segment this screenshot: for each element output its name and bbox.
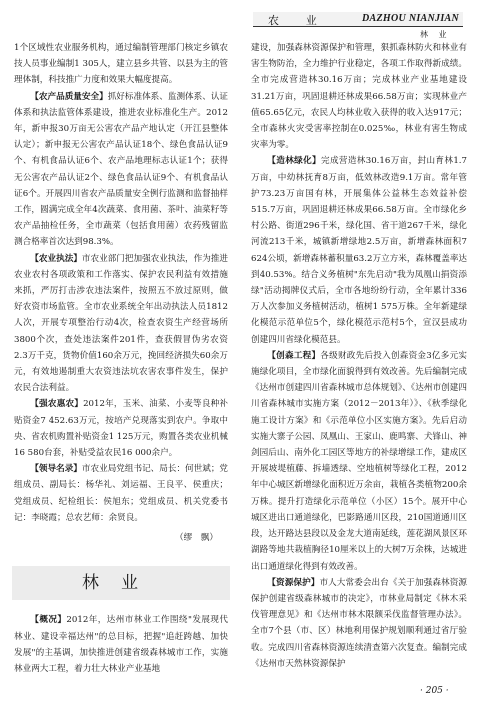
paragraph-innovation — [251, 348, 467, 575]
paragraph-intro: 1个区域性农业服务机构，通过编制管理部门核定乡镇农技人员事业编制1 305人，建立县乡共管、以县为主的管理体制，科技推广力度和效果大幅度提高。 — [14, 43, 228, 86]
header-yearbook-title: DAZHOU NIANJIAN — [362, 13, 460, 24]
right-column — [251, 40, 467, 672]
paragraph-leaders — [14, 461, 228, 526]
paragraph-forestry-cont: 建设，加强森林资源保护和管理，狠抓森林防火和林业有害生物防治，全力维护行业稳定，各项工作取得新成绩。全市完成营造林30.16万亩；完成林业产业基地建设31.21万亩，巩固退耕还林成果66.58万亩；实现林业产值65.65亿元，农民人均林业收入获得的收入达917元；全市森林火灾受害率控制在0.025‰，林业有害生物成灾率为零。 — [251, 43, 467, 151]
paragraph-subsidy-text: 2012年，玉米、油菜、小麦等良种补贴资金7 452.63万元，按培产兑现落实到农户。争取中央、省农机购置补贴资金1 125万元，购置各类农业机械16 580台套，补贴受益农民16 000余户。 — [14, 399, 228, 459]
paragraph-law-text: 市农业部门把加强农业执法，作为推进农业农村各项政策和工作落实、保护农民利益有效措施来抓，严厉打击涉农违法案件，按照五不放过原则，做好农资市场监管。全市农业系统全年出动执法人员1812人次，开展专项整治行动4次，检查农资生产经营场所3800个次，查处违法案件201件，查获假冒伪劣农资2.3万千克，货物价值160余万元，挽回经济损失60余万元，有效地遏制重大农资违法坑农害农事件发生，保护农民合法利益。 — [14, 253, 229, 394]
paragraph-overview — [14, 612, 228, 677]
section-tag-law: 【农业执法】 — [30, 253, 82, 264]
page-header — [0, 0, 477, 40]
section-tag-innovation: 【创森工程】 — [267, 350, 321, 361]
paragraph-protect — [251, 575, 467, 672]
paragraph-afforest — [251, 153, 467, 347]
paragraph-quality — [14, 89, 228, 251]
paragraph-subsidy — [14, 396, 228, 461]
section-tag-subsidy: 【强农惠农】 — [30, 399, 84, 410]
page-number: · 205 · — [420, 686, 449, 696]
author-signature: （缪 飘） — [175, 533, 218, 544]
header-subsection: 林 业 — [420, 30, 451, 39]
section-tag-leaders: 【领导名录】 — [30, 464, 82, 475]
paragraph-innovation-text: 各级财政先后投入创森资金3亿多元实施绿化项目，全市绿化面貌得到有效改善。先后编制完成《达州市创建四川省森林城市总体规划》、《达州市创建四川省森林城市实施方案（2012－2013年）》、《秋季绿化施工设计方案》和《示范单位小区实施方案》。先后启动实施大寨子公园、凤凰山、王家山、鹿鸣寨、犬锋山、神剑园后山、南外化工园区等地方的补绿增绿工作，建成区开展坡堤植藤、拆墙透绿、空地植树等绿化工程，2012年中心城区新增绿化面积近万余亩，栽植各类植物200余万株。提升打造绿化示范单位（小区）15个。展开中心城区进出口通道绿化，巴影路通川区段，210国道通川区段，达开路达县段以及金龙大道南延线，莲花湖风景区环湖路等地共栽植胸径10厘米以上的大树7万余株，达城进出口通道绿化得到有效改善。 — [251, 350, 467, 572]
section-tag-protect: 【资源保护】 — [267, 577, 320, 588]
section-tag-quality: 【农产品质量安全】 — [30, 91, 108, 102]
section-banner-title: 林业 — [82, 573, 160, 594]
paragraph-afforest-text: 完成营造林30.16万亩，封山育林1.7万亩，中幼林抚育8万亩，低效林改造9.1万亩。常年管护73.23万亩国有林，开展集体公益林生态效益补偿515.7万亩，巩固退耕还林成果66.58万亩。全市绿化乡村公路、街道296千米，绿化国、省干道267千米，绿化河流213千米，城镇新增绿地2.5万亩，新增森林面积7 624公顷，新增森林蓄积量63.2万立方米，森林覆盖率达到40.53%。结合义务植树"东先启动"我为凤凰山捐资添绿"活动揭牌仪式后，全市各地纷纷行动，全年累计336万人次参加义务植树活动，植树1 575万株。全年新建绿化模范示范单位5个，绿化模范示范村5个，宣汉县成功创建四川省绿化模范县。 — [251, 156, 468, 345]
paragraph-law — [14, 251, 228, 397]
header-section: 农 业 — [268, 15, 329, 27]
paragraph-protect-text: 市人大常委会出台《关于加强森林资源保护创建省级森林城市的决定》，市林业局制定《林木采伐管理意见》和《达州市林木限额采伐监督管理办法》。全市7个县（市、区）林地利用保护规划顺利通过省厅验收。完成四川省森林资源连续清查第六次复查。编制完成《达州市天然林资源保护 — [251, 577, 467, 669]
paragraph-leaders-text: 市农业局党组书记、局长：何世斌；党组成员、副局长：杨华礼、刘运福、王良平、侯重庆；党组成员、纪检组长：侯旭东；党组成员、机关党委书记：李晓霞；总农艺师：余贤良。 — [14, 464, 229, 523]
paragraph-quality-text: 抓好标准体系、监测体系、认证体系和执法监管体系建设，推进农业标准化生产。2012年，新申报30万亩无公害农产品产地认定（开江县整体认定）；新申报无公害农产品认证18个、绿色食品认证9个、有机食品认证6个、农产品地理标志认证1个；获得无公害农产品认证2个、绿色食品认证9个、有机食品认证6个。开展四川省农产品质量安全例行监测和监督抽样工作，圆满完成全年4次蔬菜、食用菌、茶叶、油菜籽等农产品抽检任务，全市蔬菜（包括食用菌）农药残留监测合格率首次达到98.3%。 — [14, 91, 229, 248]
section-tag-afforest: 【造林绿化】 — [267, 156, 322, 167]
section-banner — [12, 566, 230, 600]
paragraph-overview-text: 2012年，达州市林业工作围绕"发展现代林业、建设幸福达州"的总目标，把握"追赶跨越、加快发展"的主基调，加快推进创建省级森林城市工作，实施林业两大工程，着力壮大林业产业基地 — [14, 615, 228, 674]
left-column — [14, 40, 228, 677]
section-tag-overview: 【概况】 — [30, 615, 67, 626]
